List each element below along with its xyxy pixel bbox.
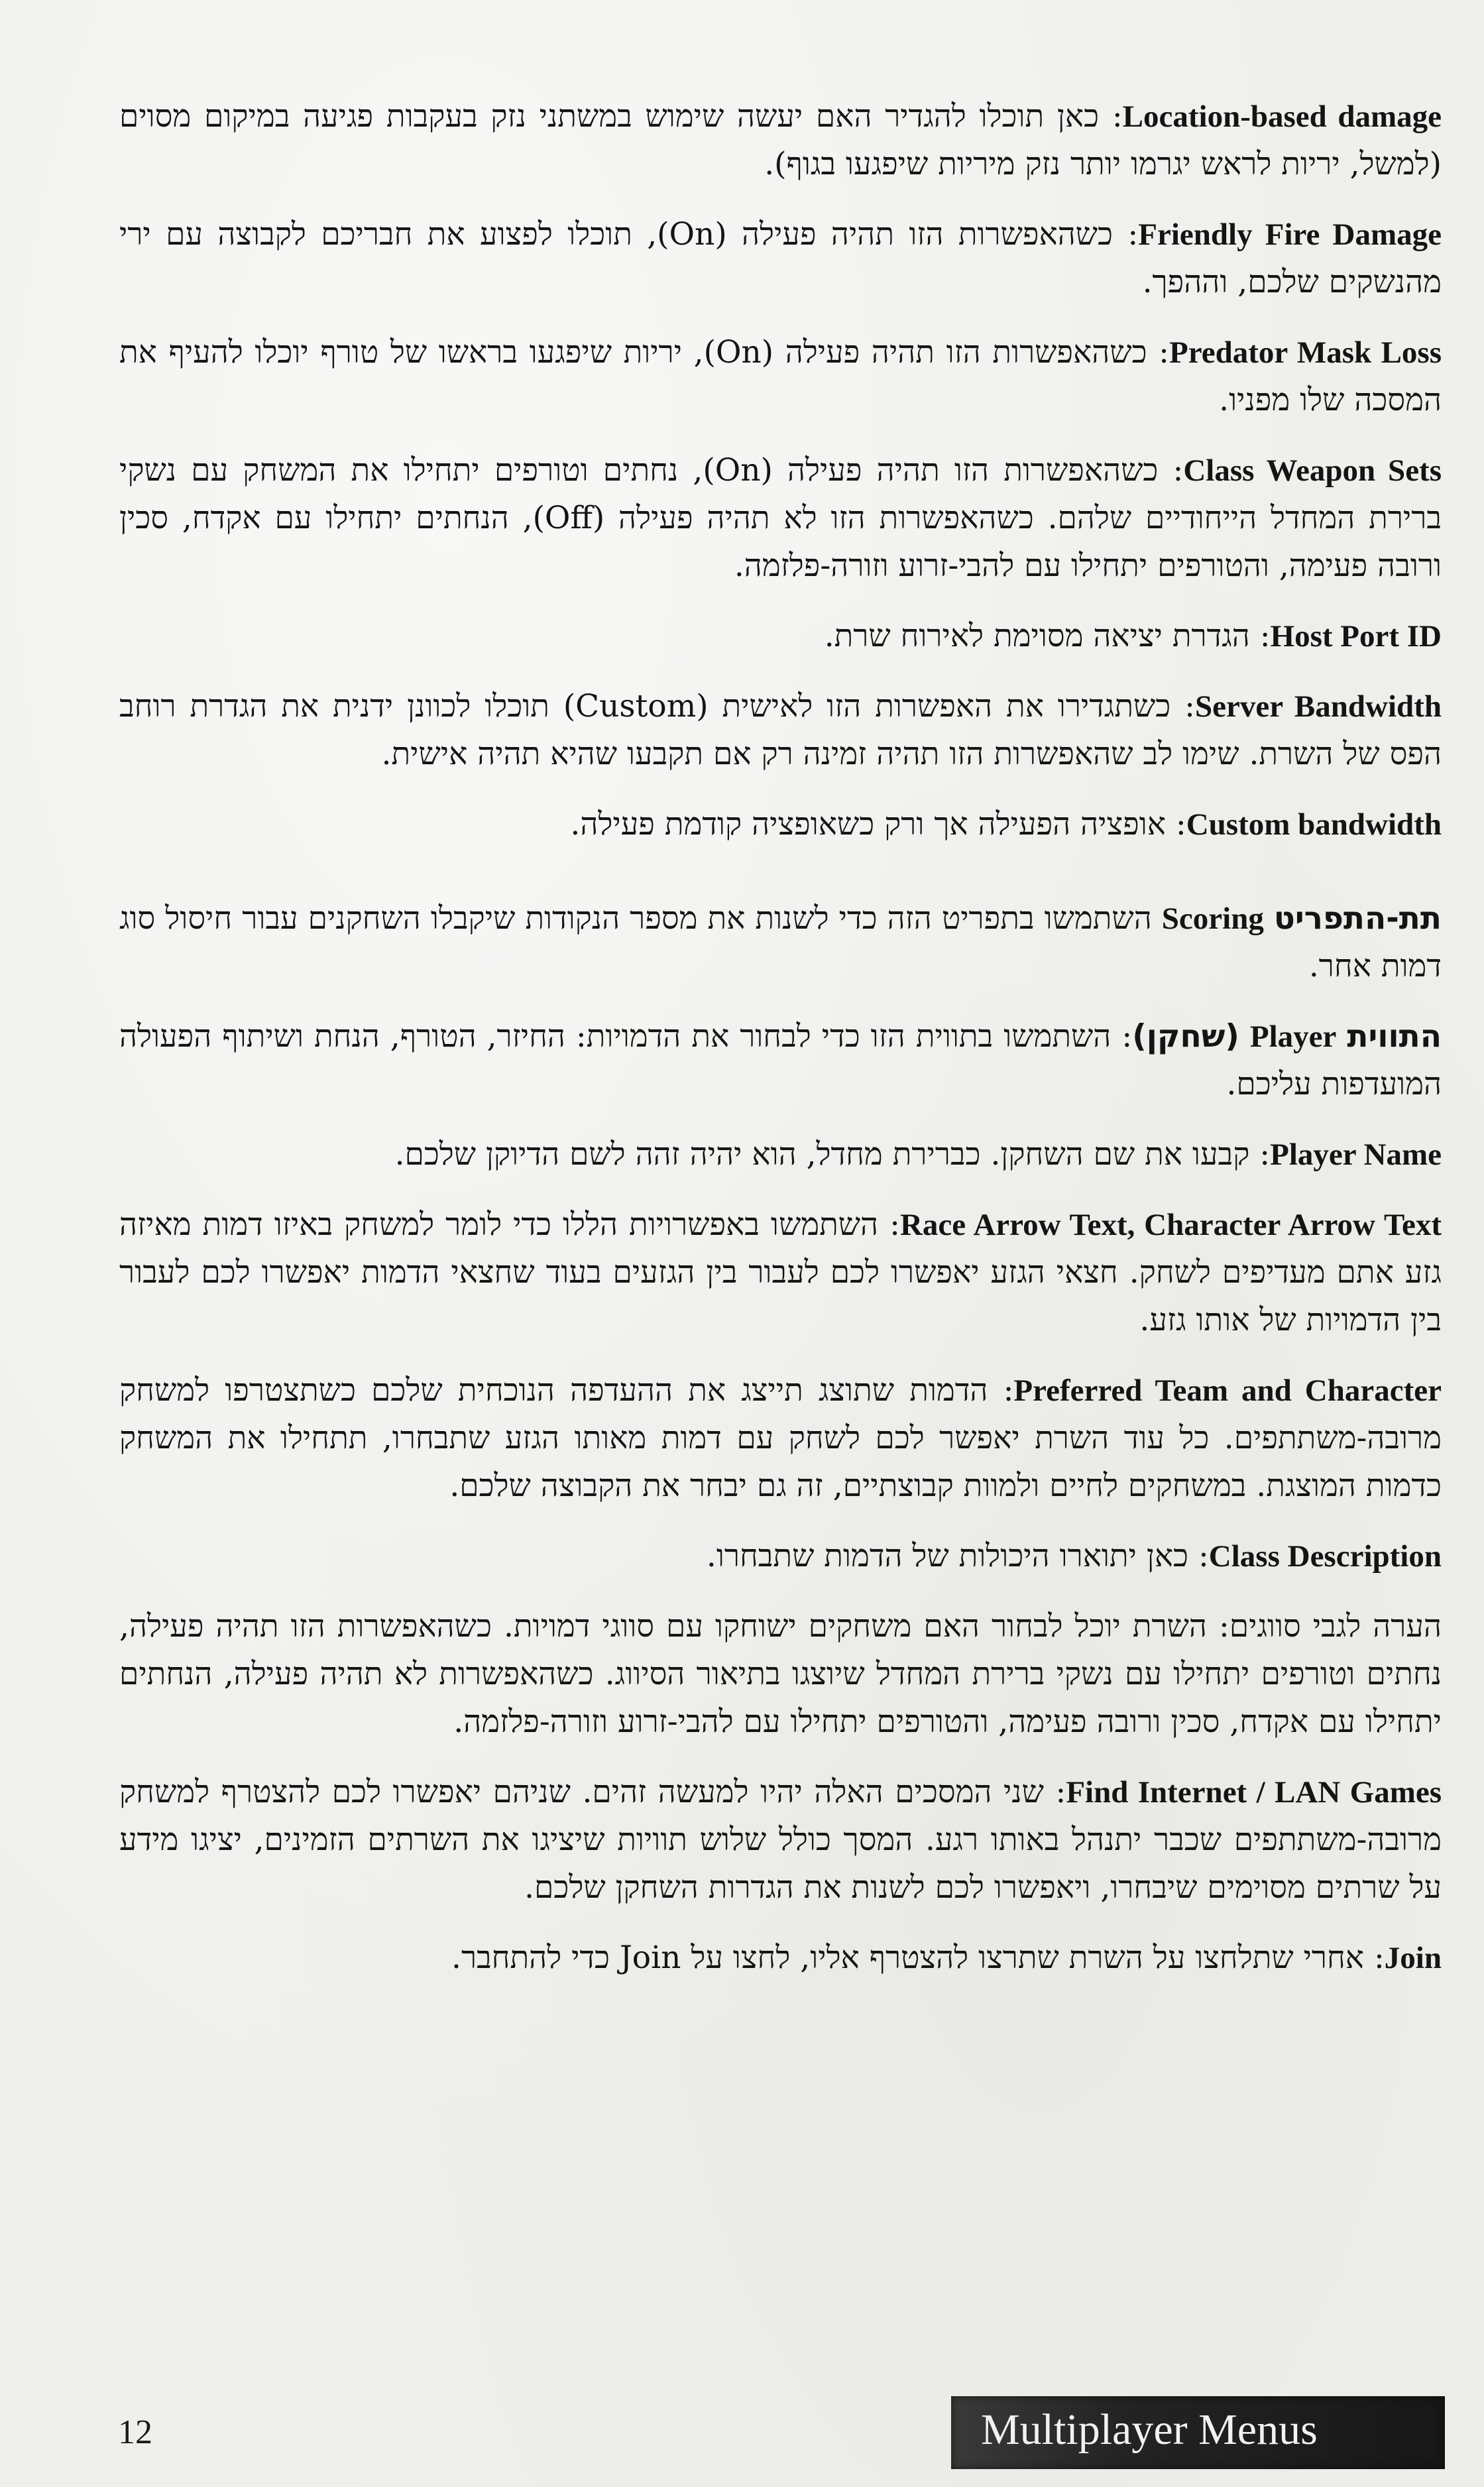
description: כשהאפשרות הזו תהיה פעילה (On), נחתים וטורפים יתחילו את המשחק עם נשקי ברירת המחדל הייחודיים שלהם. כשהאפשרות הזו לא תהיה פעילה (Off), הנחתים יתחילו עם אקדח, סכין ורובה פעימה, והטורפים יתחילו עם להבי-זרוע וזורה-פלזמה. [119,452,1442,584]
description: אופציה הפעילה אך ורק כשאופציה קודמת פעילה. [570,806,1166,842]
paragraph-player-tab [119,1013,1442,1108]
paragraph-class-weapon-sets [119,447,1442,590]
separator: : [1188,1538,1209,1574]
separator: : [1111,1018,1133,1055]
description: כשהאפשרות הזו תהיה פעילה (On), תוכלו לפצוע את חבריכם לקבוצה עם ירי מהנשקים שלכם, וההפך. [119,216,1442,300]
term-location-damage: Location-based damage [1122,99,1442,134]
term-find-games: Find Internet / LAN Games [1066,1775,1442,1810]
description: כשתגדירו את האפשרות הזו לאישית (Custom) תוכלו לכוונן ידנית את הגדרת רוחב הפס של השרת. שימו לב שהאפשרות הזו תהיה זמינה רק אם תקבעו שהיא תהיה אישית. [119,688,1442,772]
term-join: Join [1384,1941,1442,1975]
term-custom-bandwidth: Custom bandwidth [1186,807,1442,842]
paragraph-arrow-text [119,1201,1442,1344]
description: כאן יתוארו היכולות של הדמות שתבחרו. [706,1538,1189,1574]
description: קבעו את שם השחקן. כברירת מחדל, הוא יהיה זהה לשם הדיוקן שלכם. [394,1136,1250,1173]
separator: : [878,1206,900,1243]
paragraph-class-description [119,1533,1442,1580]
term-scoring: Scoring [1161,901,1264,936]
term-class-weapon-sets: Class Weapon Sets [1183,453,1442,488]
paragraph-class-note [119,1603,1442,1746]
term-arrow-text: Race Arrow Text, Character Arrow Text [899,1208,1442,1242]
paragraph-scoring-submenu [119,895,1442,990]
term-player-name: Player Name [1270,1137,1442,1172]
page-body [119,93,1442,2004]
separator: : [1043,1774,1066,1810]
paragraph-friendly-fire [119,211,1442,306]
tab-heading-translation: (שחקן) [1132,1018,1239,1055]
separator: : [1364,1939,1385,1976]
term-class-description: Class Description [1208,1539,1442,1574]
term-preferred-team: Preferred Team and Character [1013,1373,1442,1408]
paragraph-predator-mask [119,329,1442,424]
description: הדמות שתוצג תייצג את ההעדפה הנוכחית שלכם כשתצטרפו למשחק מרובה-משתתפים. כל עוד השרת יאפשר לכם לשחק עם דמות מאותו הגזע שתבחרו, תתחילו את המשחק כדמות המוצגת. במשחקים לחיים ולמוות קבוצתיים, זה גם יבחר את הקבוצה שלכם. [119,1372,1442,1504]
description: כשהאפשרות הזו תהיה פעילה (On), יריות שיפגעו בראשו של טורף יוכלו להעיף את המסכה שלו מפניו. [119,334,1442,418]
description: הגדרת יציאה מסוימת לאירוח שרת. [824,618,1250,654]
tab-heading: התווית [1347,1018,1442,1055]
description: אחרי שתלחצו על השרת שתרצו להצטרף אליו, לחצו על Join כדי להתחבר. [451,1939,1365,1976]
term-friendly-fire: Friendly Fire Damage [1138,217,1442,252]
paragraph-custom-bandwidth [119,801,1442,848]
paragraph-join [119,1934,1442,1982]
paragraph-player-name [119,1131,1442,1179]
separator: : [1165,806,1186,842]
note-text: הערה לגבי סווגים: השרת יוכל לבחור האם משחקים ישוחקו עם סווגי דמויות. כשהאפשרות הזו תהיה פעילה, נחתים וטורפים יתחילו עם נשקי ברירת המחדל שיוצגו בתיאור הסיווג. כשהאפשרות לא תהיה פעילה, הנחתים יתחילו עם אקדח, סכין ורובה פעימה, והטורפים יתחילו עם להבי-זרוע וזורה-פלזמה. [119,1608,1442,1740]
separator: : [1249,1136,1271,1173]
separator: : [1099,98,1123,135]
description: כאן תוכלו להגדיר האם יעשה שימוש במשתני נזק בעקבות פגיעה במיקום מסוים (למשל, יריות לראש יגרמו יותר נזק מיריות שיפגעו בגוף). [119,98,1442,182]
paragraph-preferred-team [119,1367,1442,1510]
page-number: 12 [118,2413,152,2451]
term-host-port: Host Port ID [1270,619,1442,654]
separator: : [1170,688,1195,724]
submenu-heading: תת-התפריט [1273,900,1442,937]
paragraph-find-games [119,1768,1442,1912]
section-title: Multiplayer Menus [981,2405,1318,2454]
description: השתמשו באפשרויות הללו כדי לומר למשחק באיזו דמות מאיזה גזע אתם מעדיפים לשחק. חצאי הגזע יאפשרו לכם לעבור בין הגזעים בעוד שחצאי הדמות יאפשרו לכם לעבור בין הדמויות של אותו גזע. [119,1206,1442,1338]
description: השתמשו בתווית הזו כדי לבחור את הדמויות: החיזר, הטורף, הנחת ושיתוף הפעולה המועדפות עליכם. [119,1018,1442,1102]
separator: : [988,1372,1014,1409]
description: השתמשו בתפריט הזה כדי לשנות את מספר הנקודות שיקבלו השחקנים עבור חיסול סוג דמות אחר. [119,900,1442,984]
separator: : [1249,618,1271,654]
paragraph-server-bandwidth [119,683,1442,778]
term-player: Player [1249,1019,1337,1054]
term-server-bandwidth: Server Bandwidth [1195,689,1442,724]
separator: : [1147,334,1170,371]
separator: : [1113,216,1139,253]
paragraph-location-damage [119,93,1442,188]
separator [1152,900,1162,937]
term-predator-mask: Predator Mask Loss [1169,335,1442,370]
separator: : [1158,452,1184,489]
paragraph-host-port [119,612,1442,660]
description: שני המסכים האלה יהיו למעשה זהים. שניהם יאפשרו לכם להצטרף למשחק מרובה-משתתפים שכבר יתנהל באותו רגע. המסך כולל שלוש תוויות שיציגו את השרתים הזמינים, יציגו מידע על שרתים מסוימים שיבחרו, ויאפשרו לכם לשנות את הגדרות השחקן שלכם. [119,1774,1442,1906]
